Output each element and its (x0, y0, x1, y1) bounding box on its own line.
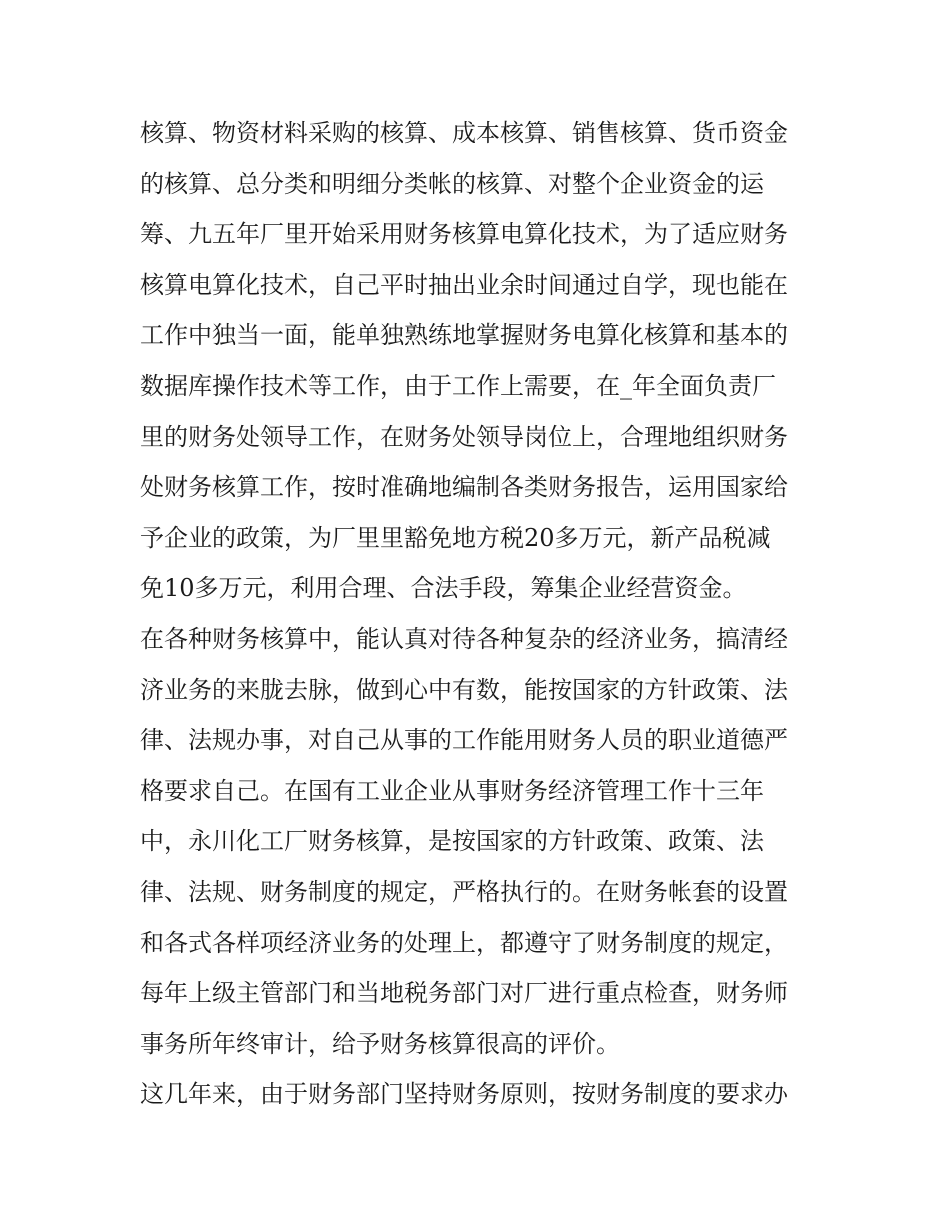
text-line: 格要求自己。在国有工业企业从事财务经济管理工作十三年 (140, 776, 764, 805)
text-line: 数据库操作技术等工作，由于工作上需要，在_年全面负责厂 (140, 371, 776, 400)
text-line: 律、法规、财务制度的规定，严格执行的。在财务帐套的设置 (140, 877, 788, 906)
text-line: 筹、九五年厂里开始采用财务核算电算化技术，为了适应财务 (140, 220, 788, 249)
document-body (140, 108, 820, 1120)
text-line: 核算、物资材料采购的核算、成本核算、销售核算、货币资金 (140, 119, 788, 147)
text-line: 在各种财务核算中，能认真对待各种复杂的经济业务，搞清经 (140, 624, 788, 653)
text-line: 中，永川化工厂财务核算，是按国家的方针政策、政策、法 (140, 827, 764, 856)
text-line: 予企业的政策，为厂里里豁免地方税20多万元，新产品税减 (140, 523, 771, 552)
text-line: 工作中独当一面，能单独熟练地掌握财务电算化核算和基本的 (140, 321, 788, 350)
text-line: 免10多万元，利用合理、合法手段，筹集企业经营资金。 (140, 574, 747, 603)
text-line: 律、法规办事，对自己从事的工作能用财务人员的职业道德严 (140, 726, 788, 755)
text-line: 和各式各样项经济业务的处理上，都遵守了财务制度的规定， (140, 928, 788, 957)
text-line: 的核算、总分类和明细分类帐的核算、对整个企业资金的运 (140, 169, 764, 198)
text-line: 这几年来，由于财务部门坚持财务原则，按财务制度的要求办 (140, 1080, 788, 1109)
text-line: 处财务核算工作，按时准确地编制各类财务报告，运用国家给 (140, 473, 788, 502)
text-line: 核算电算化技术，自己平时抽出业余时间通过自学，现也能在 (140, 270, 788, 299)
text-line: 事务所年终审计，给予财务核算很高的评价。 (140, 1029, 620, 1058)
text-line: 济业务的来胧去脉，做到心中有数，能按国家的方针政策、法 (140, 675, 788, 704)
text-line: 每年上级主管部门和当地税务部门对厂进行重点检查，财务师 (140, 979, 788, 1008)
text-line: 里的财务处领导工作，在财务处领导岗位上，合理地组织财务 (140, 422, 788, 451)
